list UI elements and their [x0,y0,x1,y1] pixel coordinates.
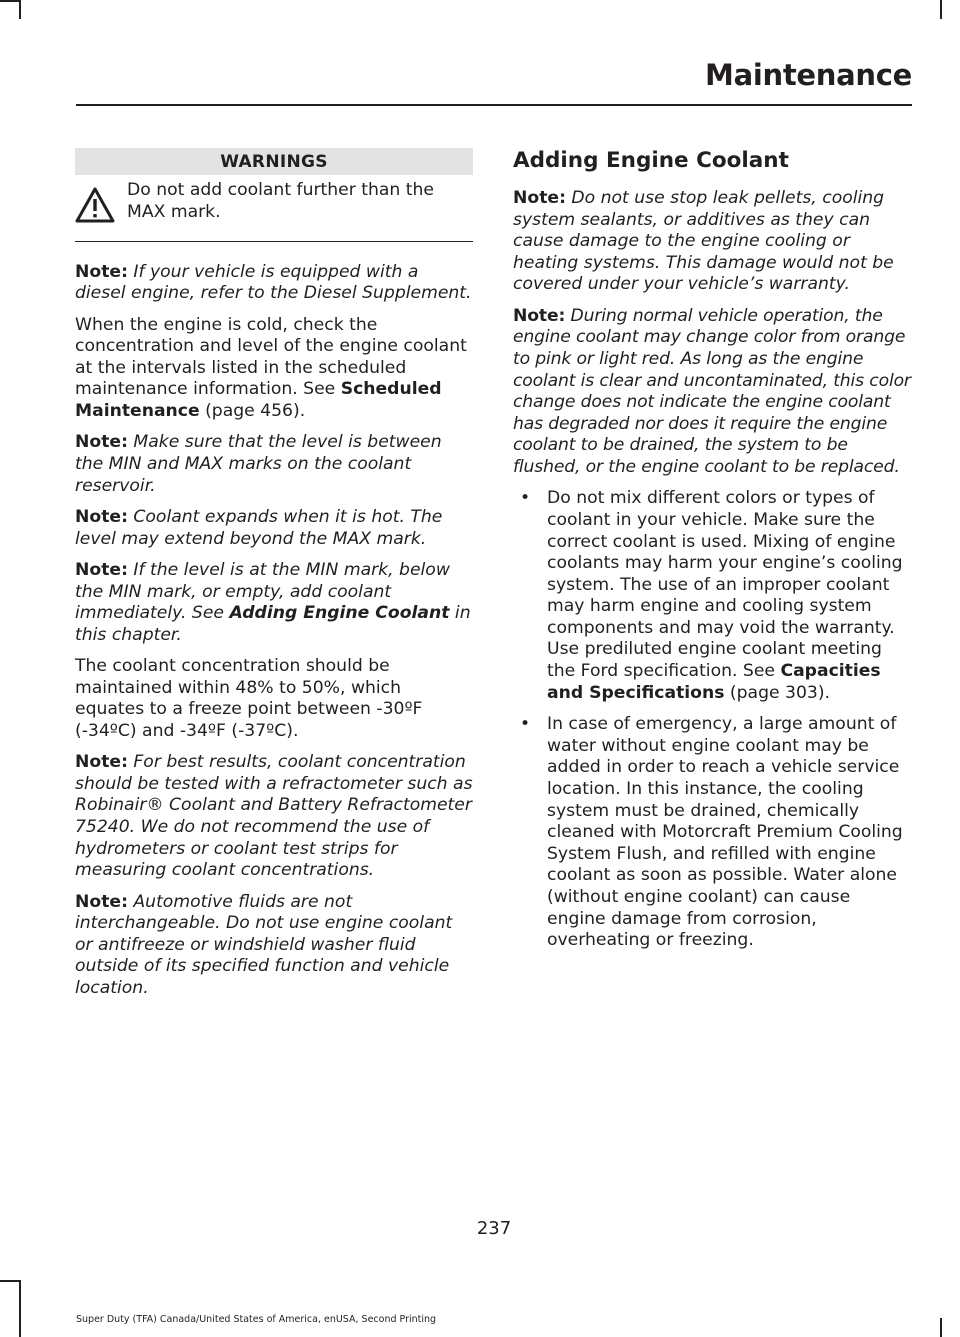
note [75,892,473,1000]
page-number: 237 [476,1218,512,1239]
note [75,432,473,497]
crop-mark [0,0,19,2]
note [513,306,911,479]
cross-reference-link[interactable]: Scheduled Maintenance [75,379,442,421]
header-divider [76,104,912,106]
section-title: Adding Engine Coolant [513,148,789,173]
list-item-text: In case of emergency, a large amount of water without engine coolant may be added in order to reach a vehicle service location. In this instance, the cooling system must be drained, chemically cleaned with Motorcraft Premium Cooling System Flush, and refilled with engine coolant as soon as possible. Water alone (without engine coolant) can cause engine damage from corrosion, overheating or freezing. [547,714,903,951]
crop-mark [940,1318,942,1337]
bullet-icon: • [520,714,531,735]
note [75,752,473,882]
footer-text: Super Duty (TFA) Canada/United States of America, enUSA, Second Printing [76,1314,437,1325]
bullet-list [513,488,911,951]
note-text: Do not use stop leak pellets, cooling system sealants, or additives as they can cause damage to the engine cooling or heating systems. This damage would not be covered under your vehicle’s warranty. [513,188,894,295]
note-text: Automotive fluids are not interchangeable. Do not use engine coolant or antifreeze or windshield washer fluid outside of its specified function and vehicle location. [75,891,453,998]
crop-mark [19,0,21,19]
right-column [513,148,911,962]
bullet-icon: • [520,488,531,509]
note-text: During normal vehicle operation, the engine coolant may change color from orange to pink or light red. As long as the engine coolant is clear and uncontaminated, this color change does not indicate the engine coolant has degraded nor does it require the engine coolant to be drained, the system to be flushed, or the engine coolant to be replaced. [513,305,911,477]
note-label: Note: [513,305,566,326]
note-text: in this chapter. [75,603,471,645]
note [75,262,473,305]
note [513,188,911,296]
note-label: Note: [75,506,128,527]
note-text: Make sure that the level is between the MIN and MAX marks on the coolant reservoir. [75,432,442,496]
paragraph: The coolant concentration should be maintained within 48% to 50%, which equates to a freeze point between -30ºF (-34ºC) and -34ºF (-37ºC). [75,656,423,741]
note [75,560,473,646]
cross-reference-link[interactable]: Capacities and Specifications [547,661,881,703]
paragraph [75,315,473,423]
note-label: Note: [75,891,128,912]
note-text: For best results, coolant concentration should be tested with a refractometer such as Robinair® Coolant and Battery Refractometer 75240. We do not recommend the use of hydrometers or coolant test strips for measuring coolant concentrations. [75,752,473,881]
page-title: Maintenance [705,58,912,92]
note-label: Note: [75,432,128,453]
page-reference: (page 456). [199,400,306,421]
crop-mark [19,1280,21,1337]
warning-text: Do not add coolant further than the MAX mark. [127,180,434,222]
note-label: Note: [75,261,128,282]
crop-mark [0,1280,19,1282]
note-text: If your vehicle is equipped with a diesel engine, refer to the Diesel Supplement. [75,261,472,304]
note [75,507,473,550]
cross-reference-link[interactable]: Adding Engine Coolant [229,603,450,624]
paragraph-text: When the engine is cold, check the concentration and level of the engine coolant at the intervals listed in the scheduled maintenance information. See [75,314,467,400]
warnings-heading: WARNINGS [75,148,473,175]
list-item [513,488,911,704]
note-text: If the level is at the MIN mark, below the MIN mark, or empty, add coolant immediately. See [75,559,450,624]
warning-item [75,175,473,242]
crop-mark [940,0,942,19]
warning-triangle-icon [75,180,127,230]
page-reference: (page 303). [724,682,830,703]
note-text: Coolant expands when it is hot. The level may extend beyond the MAX mark. [75,506,443,549]
note-label: Note: [513,188,566,208]
left-column [75,148,473,1009]
note-label: Note: [75,559,128,580]
list-item-text: Do not mix different colors or types of coolant in your vehicle. Make sure the correct coolant is used. Mixing of engine coolants may harm your engine’s cooling system. The use of an improper coolant may harm engine and cooling system components and may void the warranty. Use prediluted engine coolant meeting the Ford specification. See [547,488,903,682]
note-label: Note: [75,752,128,773]
list-item [513,714,911,952]
